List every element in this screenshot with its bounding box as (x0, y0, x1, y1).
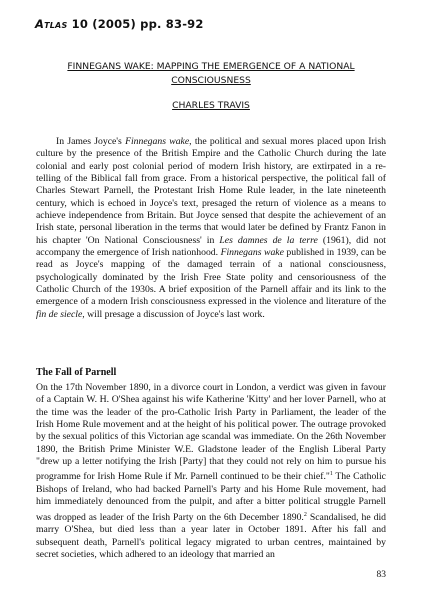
journal-name: Atlas (35, 17, 68, 31)
journal-citation: 10 (2005) pp. 83-92 (71, 17, 204, 31)
section-heading: The Fall of Parnell (36, 367, 117, 378)
abstract-paragraph (36, 136, 386, 321)
abstract-text-4: published in 1939, can be read as Joyce's mapping of the damaged terrain of a national consciousness, psychologically dominated by the Irish Free State polity and censoriousness of the Catholic Church of the 1930s. A brief exposition of the Parnell affair and its link to the emergence of a modern Irish consciousness expressed in the violence and literature of the (36, 247, 386, 308)
abstract-text-5: , will presage a discussion of Joyce's last work. (82, 308, 265, 320)
abstract-text-1: In James Joyce's (56, 136, 126, 147)
article-title-line-2: CONSCIOUSNESS (171, 75, 251, 86)
article-title-line-1: FINNEGANS WAKE: MAPPING THE EMERGENCE OF A NATIONAL (67, 61, 355, 72)
body-text-c: Scandalised, he did marry O'Shea, but died less than a year later in October 1891. After his fall and subsequent death, Parnell's political legacy migrated to urban centres, maintained by secret societies, which adhered to an ideology that married an (36, 511, 386, 560)
article-title (40, 60, 382, 88)
body-text-a: On the 17th November 1890, in a divorce court in London, a verdict was given in favour of a Captain W. H. O'Shea against his wife Katherine 'Kitty' and her lover Parnell, who at the time was the leader of the pro-Catholic Irish Party in Parliament, the leader of the Irish Home Rule movement and at the height of his political power. The outrage provoked by the sexual politics of this Victorian age scandal was immediate. On the 26th November 1890, the British Prime Minister W.E. Gladstone leader of the English Liberal Party "drew up a letter notifying the Irish [Party] that they could not rely on him to pursue his programme for Irish Home Rule if Mr. Parnell continued to be their chief." (36, 382, 386, 483)
abstract-text-3: (1961), did not accompany the emergence of Irish nationhood. (36, 234, 386, 259)
footnote-ref-2: 2 (303, 511, 307, 518)
abstract-italic-4: fin de siecle (36, 308, 83, 320)
page-number: 83 (376, 570, 386, 580)
abstract-text-2: , the political and sexual mores placed upon Irish culture by the presence of the British Empire and the Catholic Church during the late colonial and early post colonial period of modern Irish history, are extirpated in a re-telling of the Biblical fall from grace. From a historical perspective, the political fall of Charles Stewart Parnell, the Protestant Irish Home Rule leader, in the late nineteenth century, which is echoed in Joyce's text, presaged the return of violence as a means to achieve independence from Britain. But Joyce sensed that despite the achievement of an Irish state, personal liberation in the terms that would later be defined by Frantz Fanon in his chapter 'On National Consciousness' in (36, 136, 386, 246)
footnote-ref-1: 1 (329, 471, 333, 478)
abstract-italic-2: Les damnes de la terre (219, 234, 318, 246)
abstract-italic-1: Finnegans wake (125, 136, 190, 147)
body-text-b: The Catholic Bishops of Ireland, who had backed Parnell's Party and his Home Rule movement, had him immediately denounced from the pulpit, and after a bitter political struggle Parnell was dropped as leader of the Irish Party on the 6th December 1890. (36, 471, 386, 523)
body-paragraph (36, 382, 386, 561)
abstract-italic-3: Finnegans wake (220, 247, 284, 259)
article-author: CHARLES TRAVIS (172, 100, 250, 111)
journal-header (35, 17, 204, 31)
